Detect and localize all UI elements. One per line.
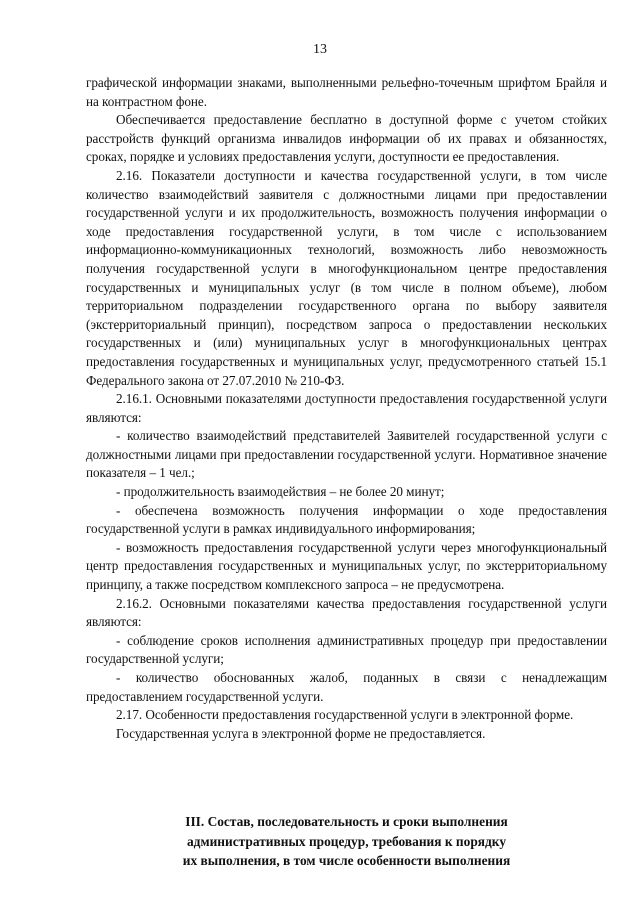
section-heading-line: административных процедур, требования к порядку <box>186 833 507 849</box>
paragraph-2-17-electronic-form: 2.17. Особенности предоставления государственной услуги в электронной форме. <box>116 707 574 723</box>
document-body <box>86 74 607 743</box>
list-item-complaints: - количество обоснованных жалоб, поданных в связи с ненадлежащим предоставлением государственной услуги. <box>86 670 607 704</box>
paragraph-braille-continuation: графической информации знаками, выполненными рельефно-точечным шрифтом Брайля и на контрастном фоне. <box>86 75 607 109</box>
paragraph-not-provided-electronically: Государственная услуга в электронной форме не предоставляется. <box>116 725 486 741</box>
list-item-interaction-duration: - продолжительность взаимодействия – не более 20 минут; <box>116 484 445 500</box>
list-item-deadlines: - соблюдение сроков исполнения административных процедур при предоставлении государственной услуги; <box>86 632 607 667</box>
list-item-mfc-possibility: - возможность предоставления государственной услуги через многофункциональный центр предоставления государственных и муниципальных услуг, по экстерриториальному принципу, а также посредством комплексного запроса – не предусмотрена. <box>86 539 607 593</box>
paragraph-2-16-1-accessibility: 2.16.1. Основными показателями доступности предоставления государственной услуги являются: <box>86 391 607 425</box>
list-item-interactions-count: - количество взаимодействий представителей Заявителей государственной услуги с должностными лицами при предоставлении государственной услуги. Нормативное значение показателя – 1 чел.; <box>86 428 607 481</box>
list-item-progress-information: - обеспечена возможность получения информации о ходе предоставления государственной услуги в рамках индивидуального информирования; <box>86 502 607 537</box>
page-number: 13 <box>313 42 327 57</box>
paragraph-free-information: Обеспечивается предоставление бесплатно в доступной форме с учетом стойких расстройств функций организма инвалидов информации об их правах и обязанностях, сроках, порядке и условиях предоставления услуги, доступности ее предоставления. <box>86 112 607 165</box>
section-heading-line: III. Состав, последовательность и сроки выполнения <box>185 814 508 829</box>
paragraph-2-16-2-quality: 2.16.2. Основными показателями качества предоставления государственной услуги являются: <box>86 595 607 630</box>
paragraph-2-16-indicators: 2.16. Показатели доступности и качества государственной услуги, в том числе количество взаимодействий заявителя с должностными лицами при предоставлении государственной услуги и их продолжительность, возможность получения информации о ходе предоставления государственной услуги, в том числе с использованием информационно-коммуникационных технологий, возможность либо невозможность получения государственной услуги в многофункциональном центре предоставления государственных и муниципальных услуг (в том числе в полном объеме), любом территориальном подразделении государственного органа по выбору заявителя (экстерриториальный принцип), посредством запроса о предоставлении нескольких государственных и (или) муниципальных услуг в многофункциональных центрах предоставления государственных и муниципальных услуг, предусмотренного статьей 15.1 Федерального закона от 27.07.2010 № 210-ФЗ. <box>86 167 607 388</box>
section-heading-line: их выполнения, в том числе особенности выполнения <box>182 853 511 868</box>
section-iii-heading <box>86 812 607 871</box>
